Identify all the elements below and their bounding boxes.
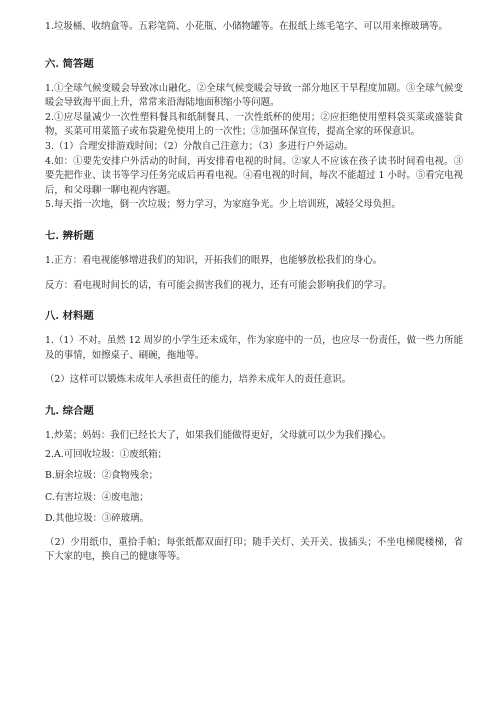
answer-paragraph: 4.如：①要先安排户外活动的时间，再安排看电视的时间。②家人不应该在孩子读书时间看电视。③要先把作业、读书等学习任务完成后再看电视。④看电视的时间，每次不能超过 1 小时。⑤看完电视后，和父母聊一聊电视内容题。: [45, 155, 463, 196]
answer-paragraph: 2.①应尽量减少一次性塑料餐具和纸制餐具、一次性纸杯的使用；②应拒绝使用塑料袋买菜或盛装食物，买菜可用菜篮子或布袋避免使用上的一次性；③加强环保宣传，提高全家的环保意识。: [45, 111, 463, 138]
answer-paragraph: （2）少用纸巾，重拾手帕；每张纸都双面打印；随手关灯、关开关、拔插头；不坐电梯爬楼梯，省下大家的电，换自己的健康等等。: [45, 536, 463, 563]
answer-paragraph: B.厨余垃圾：②食物残余；: [45, 470, 158, 482]
answer-paragraph: 2.A.可回收垃圾：①废纸箱；: [45, 448, 167, 460]
section-heading-short-answer: 六. 简答题: [45, 57, 94, 70]
section-heading-comprehensive: 九. 综合题: [45, 404, 94, 417]
answer-paragraph: 1.垃圾桶、收纳盒等。五彩笔筒、小花瓶、小储物罐等。在报纸上练毛笔字、可以用来擦玻璃等。: [45, 21, 448, 32]
answer-paragraph: 1.①全球气候变暖会导致冰山融化。②全球气候变暖会导致一部分地区干旱程度加剧。③全球气候变暖会导致海平面上升，常常来沿海陆地面积缩小等问题。: [45, 82, 463, 109]
answer-paragraph: 反方：看电视时间长的话，有可能会损害我们的视力，还有可能会影响我们的学习。: [45, 279, 392, 291]
section-heading-analysis: 七. 辨析题: [45, 229, 94, 242]
answer-paragraph: 3.（1）合理安排游戏时间；（2）分散自己注意力；（3）多进行户外运动。: [45, 140, 354, 152]
comprehensive-section: [45, 429, 463, 565]
answer-paragraph: 1.炒菜；妈妈：我们已经长大了，如果我们能做得更好，父母就可以少为我们操心。: [45, 429, 392, 441]
material-section: [45, 334, 463, 388]
page-content: [45, 20, 463, 565]
answer-paragraph: （2）这样可以锻炼未成年人承担责任的能力，培养未成年人的责任意识。: [45, 374, 351, 386]
section-heading-material: 八. 材料题: [45, 310, 94, 323]
analysis-section: [45, 254, 463, 293]
short-answer-section: [45, 82, 463, 213]
answer-paragraph: 5.每天指一次地，倒一次垃圾；努力学习，为家庭争光。少上培训班，减轻父母负担。: [45, 199, 401, 211]
answer-paragraph: 1.正方：看电视能够增进我们的知识，开拓我们的眼界，也能够放松我们的身心。: [45, 254, 383, 266]
answer-paragraph: C.有害垃圾：④废电池；: [45, 491, 149, 503]
answer-paragraph: 1.（1）不对。虽然 12 周岁的小学生还未成年，作为家庭中的一员，也应尽一份责任，做一些力所能及的事情，如擦桌子、刷碗，拖地等。: [45, 335, 463, 361]
answer-paragraph: D.其他垃圾：③碎玻璃。: [45, 513, 149, 525]
